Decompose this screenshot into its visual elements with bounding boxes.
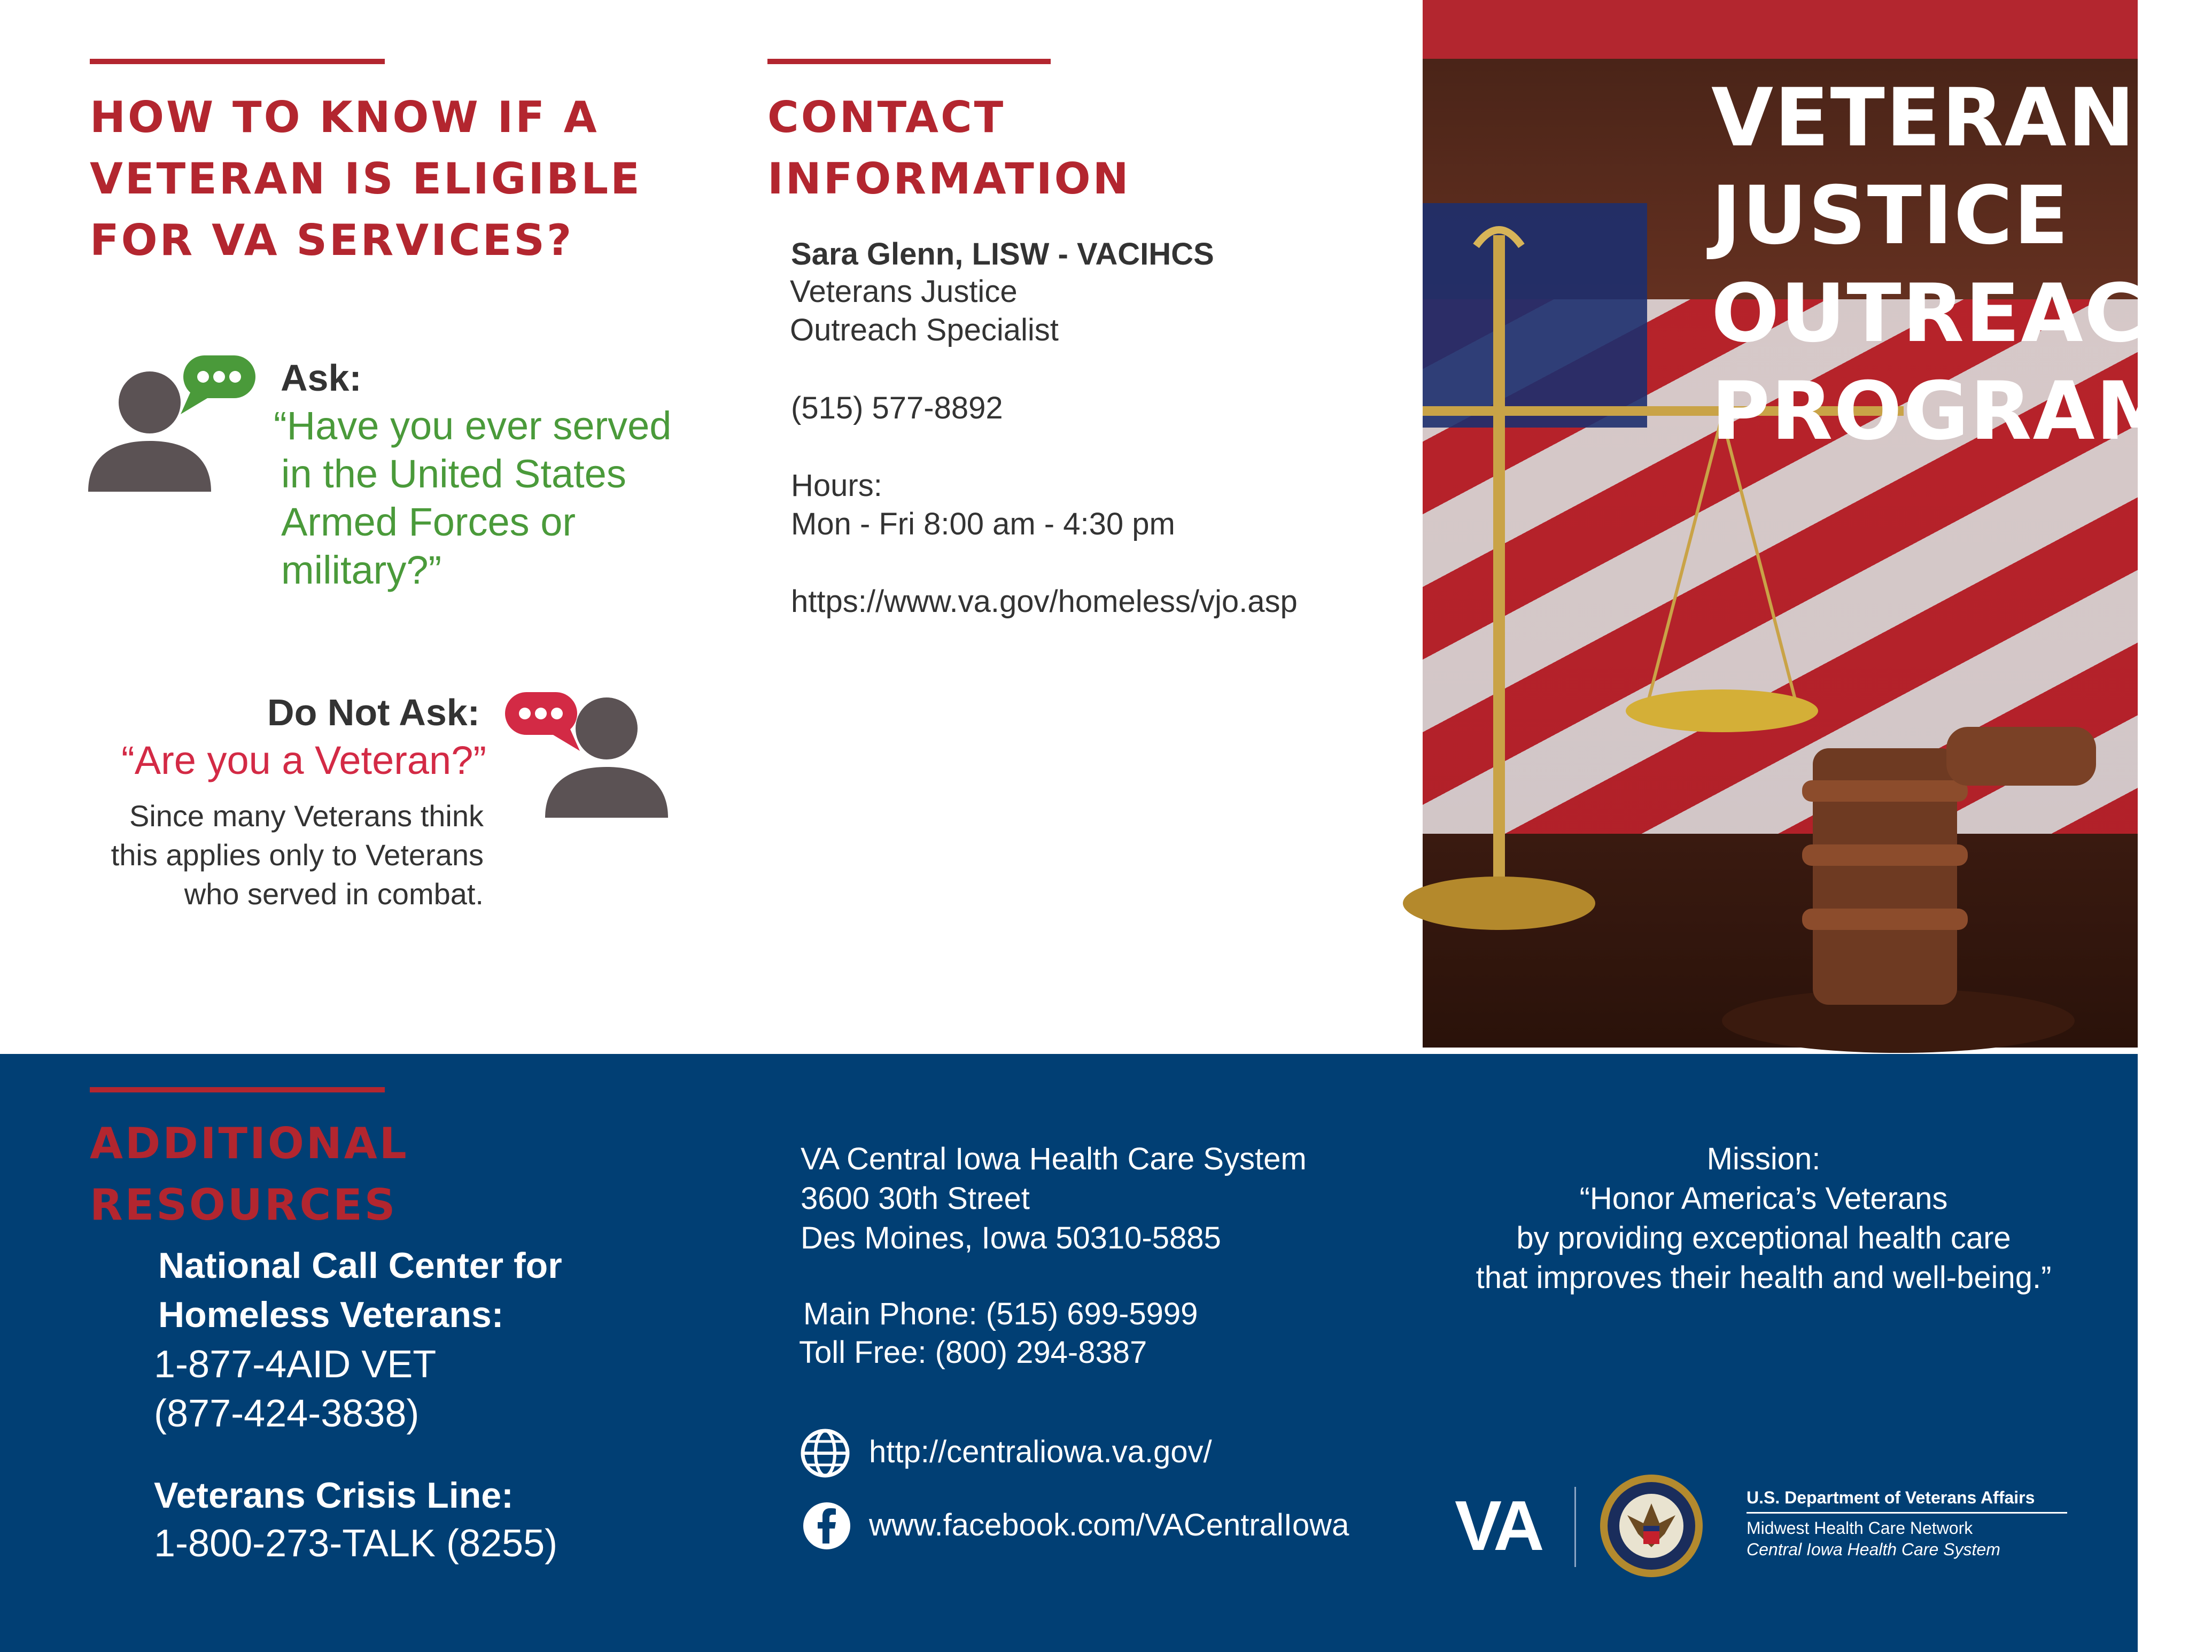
logo-divider <box>1574 1487 1576 1567</box>
resources-accent-rule <box>90 1087 385 1092</box>
branding-rule <box>1747 1512 2067 1514</box>
facebook-icon <box>803 1502 851 1550</box>
contact-url-link[interactable]: https://www.va.gov/homeless/vjo.asp <box>791 584 1298 619</box>
crisis-line-label: Veterans Crisis Line: <box>154 1475 514 1516</box>
crisis-line-phone: 1-800-273-TALK (8255) <box>154 1522 558 1565</box>
hours-label: Hours: <box>791 468 882 503</box>
contact-name: Sara Glenn, LISW - VACIHCS <box>791 237 1214 272</box>
bottom-info-band <box>0 1054 2138 1652</box>
hours-value: Mon - Fri 8:00 am - 4:30 pm <box>791 507 1175 541</box>
va-logo: VA <box>1455 1486 1541 1565</box>
dont-ask-label: Do Not Ask: <box>267 692 480 733</box>
call-center-label: National Call Center for Homeless Veterans: <box>158 1245 562 1335</box>
eligibility-accent-rule <box>90 59 385 64</box>
website-link[interactable]: http://centraliowa.va.gov/ <box>869 1434 1212 1469</box>
ask-label: Ask: <box>281 357 362 399</box>
ask-quote: “Have you ever served in the United States Armed Forces or military?” <box>274 404 672 592</box>
cover-photo-panel <box>1423 0 2212 1048</box>
contact-role: Veterans Justice Outreach Specialist <box>790 274 1059 347</box>
call-center-phone: 1-877-4AID VET (877-424-3838) <box>154 1343 437 1435</box>
network-name: Midwest Health Care Network <box>1747 1518 1973 1538</box>
va-seal-icon <box>1598 1472 1705 1579</box>
toll-free-phone: Toll Free: (800) 294-8387 <box>799 1335 1147 1370</box>
eligibility-heading: HOW TO KNOW IF A VETERAN IS ELIGIBLE FOR VA SERVICES? <box>90 92 642 265</box>
contact-phone: (515) 577-8892 <box>791 391 1003 425</box>
dont-ask-quote: “Are you a Veteran?” <box>121 738 486 782</box>
facebook-link[interactable]: www.facebook.com/VACentralIowa <box>869 1508 1349 1542</box>
program-title: VETERANS JUSTICE OUTREACH PROGRAM <box>1711 72 2212 458</box>
dont-ask-note: Since many Veterans think this applies only to Veterans who served in combat. <box>111 799 484 911</box>
main-phone: Main Phone: (515) 699-5999 <box>803 1297 1198 1331</box>
facility-address: VA Central Iowa Health Care System 3600 30th Street Des Moines, Iowa 50310-5885 <box>801 1142 1307 1255</box>
contact-accent-rule <box>767 59 1051 64</box>
green-speech-bubble-icon <box>181 353 258 417</box>
department-name: U.S. Department of Veterans Affairs <box>1747 1488 2035 1507</box>
gavel-image <box>1722 684 2096 1048</box>
person-listening-icon <box>542 695 671 823</box>
resources-heading: ADDITIONAL RESOURCES <box>90 1119 409 1230</box>
contact-heading: CONTACT INFORMATION <box>767 92 1131 204</box>
system-name: Central Iowa Health Care System <box>1747 1540 2000 1559</box>
cover-top-band <box>1423 0 2138 59</box>
globe-icon <box>800 1428 850 1478</box>
mission-statement: Mission: “Honor America’s Veterans by providing exceptional health care that improves their health and well-being.” <box>1476 1142 2052 1295</box>
